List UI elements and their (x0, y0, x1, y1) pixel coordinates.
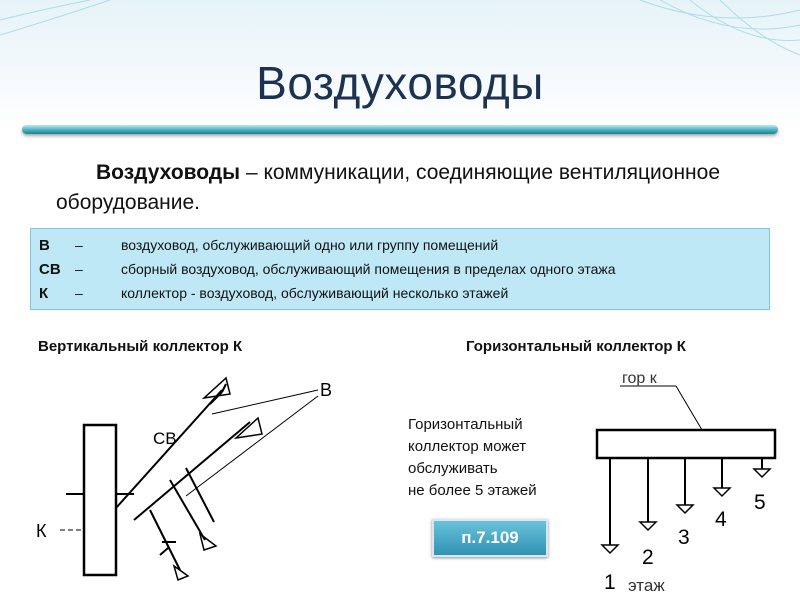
terminal-arrow (174, 566, 188, 580)
riser-arrow (602, 545, 618, 553)
branch-duct (222, 384, 226, 392)
collector-shaft (84, 425, 116, 575)
floor-number: 1 (604, 571, 616, 594)
legend-description: коллектор - воздуховод, обслуживающий несколько этажей (121, 285, 509, 301)
horizontal-collector-note (408, 414, 588, 502)
note-line: не более 5 этажей (408, 482, 537, 499)
note-line: коллектор может (408, 438, 527, 455)
reference-button[interactable]: п.7.109 (432, 519, 548, 557)
definition-text (56, 158, 756, 218)
branch-duct (150, 510, 180, 570)
riser-arrow (640, 522, 656, 530)
terminal-arrow (236, 418, 262, 438)
slide-title: Воздуховоды (256, 57, 544, 109)
definition-body: – коммуникации, соединяющие вентиляционное оборудование. (56, 161, 721, 214)
legend-row-v (31, 237, 771, 261)
legend-dash: – (75, 237, 83, 253)
legend-description: сборный воздуховод, обслуживающий помещения в пределах одного этажа (121, 261, 616, 277)
floor-number: 4 (715, 508, 727, 531)
branch-duct (210, 392, 222, 404)
legend-dash: – (75, 261, 83, 277)
legend-code: К (39, 285, 49, 302)
label-k: К (36, 521, 47, 541)
vertical-collector-caption: Вертикальный коллектор К (38, 338, 243, 355)
branch-duct (160, 548, 168, 555)
note-line: Горизонтальный (408, 416, 523, 433)
horizontal-collector-caption: Горизонтальный коллектор К (466, 338, 686, 355)
title-underline (22, 125, 778, 134)
branch-duct (170, 480, 205, 540)
vertical-collector-diagram (60, 378, 318, 580)
label-sv: СВ (153, 429, 177, 448)
v-leader-line (186, 396, 318, 496)
legend-row-k (31, 285, 771, 309)
legend-box (30, 228, 770, 310)
riser-arrow (754, 469, 770, 477)
definition-term: Воздуховоды (96, 161, 241, 184)
floor-word: этаж (628, 576, 665, 595)
floor-number: 3 (678, 526, 690, 549)
riser-arrow (714, 488, 730, 496)
terminal-arrow (200, 534, 216, 550)
duct-diagrams (0, 355, 800, 600)
label-gor-k: гор к (622, 370, 657, 387)
collecting-duct-line (134, 422, 250, 520)
horizontal-collector-duct (597, 430, 775, 458)
floor-number: 2 (642, 546, 654, 569)
legend-code: В (39, 237, 50, 254)
legend-row-sv (31, 261, 771, 285)
floor-number: 5 (754, 491, 766, 514)
legend-dash: – (75, 285, 83, 301)
label-v: В (320, 380, 333, 400)
riser-arrow (677, 505, 693, 513)
label-leader-line (676, 386, 702, 430)
legend-description: воздуховод, обслуживающий одно или группу помещений (121, 237, 499, 253)
note-line: обслуживать (408, 460, 498, 477)
legend-code: СВ (39, 261, 61, 278)
